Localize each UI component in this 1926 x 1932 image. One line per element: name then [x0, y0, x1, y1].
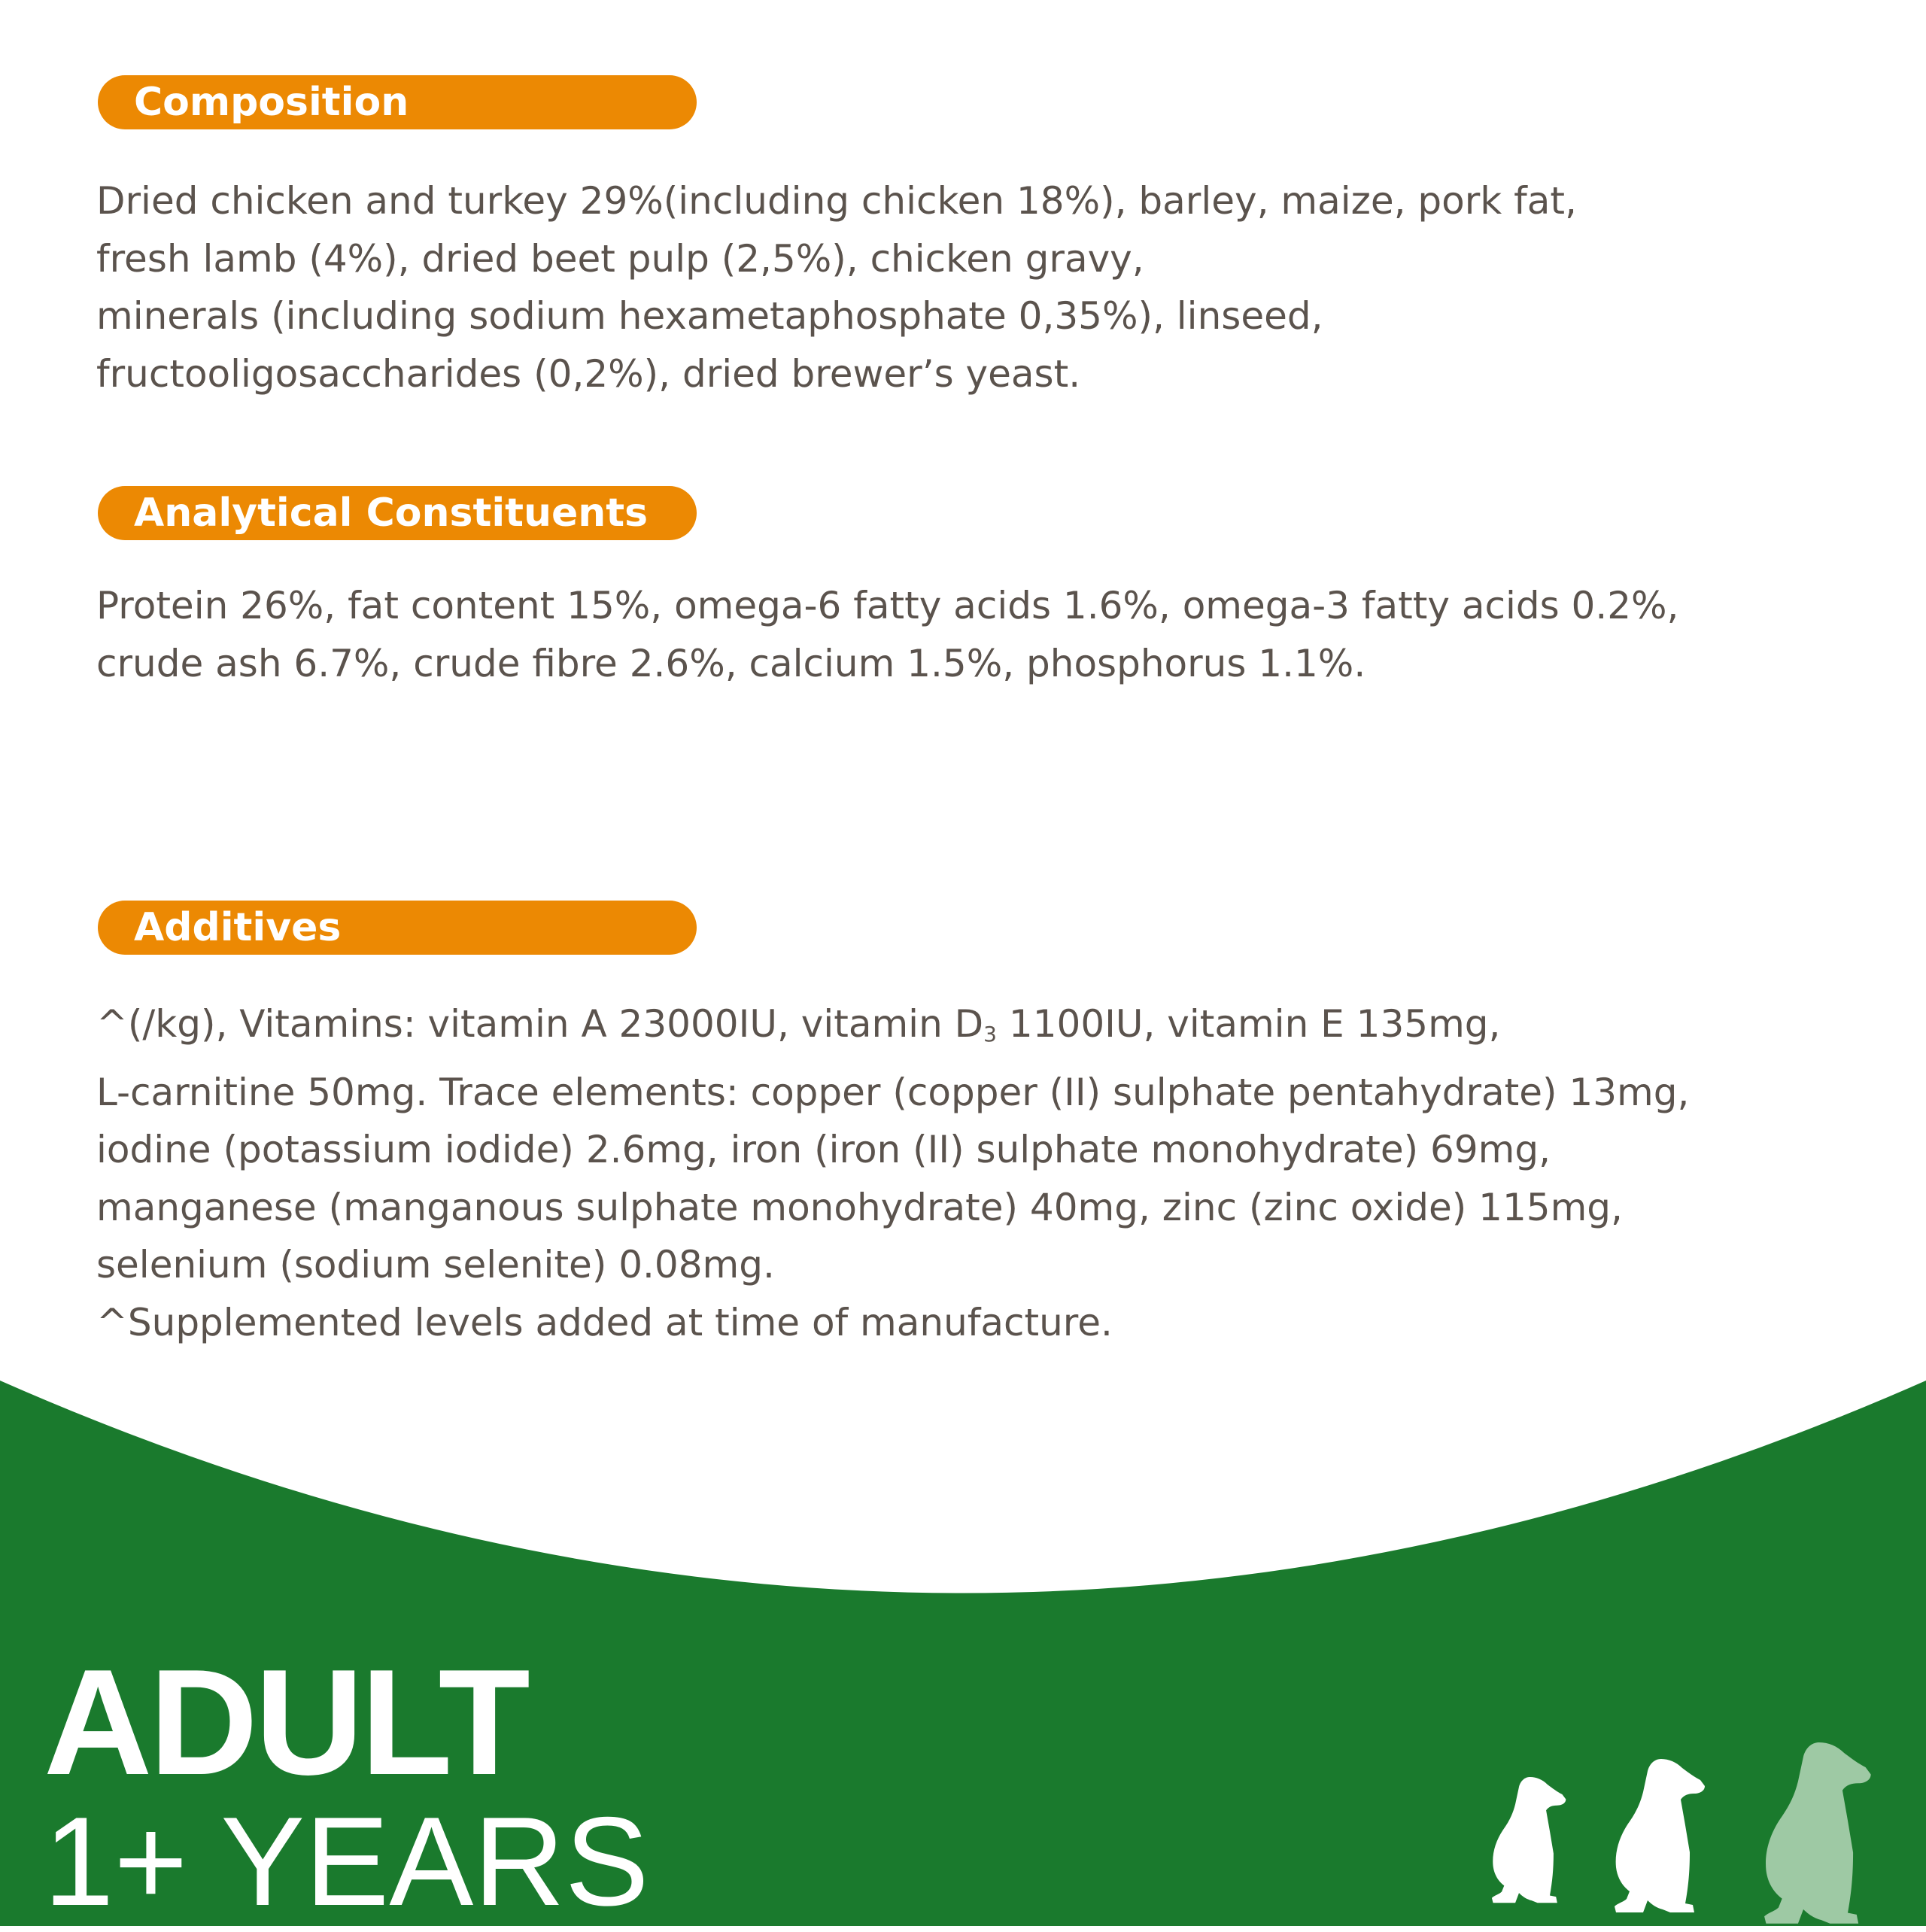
additives-line-text: ^(/kg), Vitamins: vitamin A 23000IU, vitamin D: [96, 1002, 984, 1046]
subscript: 3: [983, 1022, 997, 1046]
analytical-line: crude ash 6.7%, crude fibre 2.6%, calcium 1.5%, phosphorus 1.1%.: [96, 641, 1366, 685]
banner-title: ADULT: [44, 1639, 527, 1806]
analytical-line: Protein 26%, fat content 15%, omega-6 fatty acids 1.6%, omega-3 fatty acids 0.2%,: [96, 584, 1679, 627]
dog-sitting-icon: [1764, 1742, 1871, 1924]
additives-line: iodine (potassium iodide) 2.6mg, iron (iron (II) sulphate monohydrate) 69mg,: [96, 1128, 1551, 1171]
composition-line: fructooligosaccharides (0,2%), dried brewer’s yeast.: [96, 351, 1081, 396]
composition-line: Dried chicken and turkey 29%(including chicken 18%), barley, maize, pork fat,: [96, 179, 1577, 223]
dog-sitting-icon: [1492, 1777, 1566, 1903]
composition-line: fresh lamb (4%), dried beet pulp (2,5%), chicken gravy,: [96, 236, 1144, 281]
composition-heading: Composition: [98, 75, 697, 129]
dog-icons: [1475, 1730, 1926, 1926]
additives-line: manganese (manganous sulphate monohydrate) 40mg, zinc (zinc oxide) 115mg,: [96, 1185, 1623, 1229]
banner-subtitle: 1+ YEARS: [44, 1791, 649, 1932]
additives-line: selenium (sodium selenite) 0.08mg.: [96, 1243, 775, 1286]
additives-line-text: 1100IU, vitamin E 135mg,: [996, 1002, 1501, 1046]
additives-line: L-carnitine 50mg. Trace elements: copper (copper (II) sulphate pentahydrate) 13mg,: [96, 1070, 1690, 1114]
additives-line: ^Supplemented levels added at time of manufacture.: [96, 1300, 1113, 1344]
dog-sitting-icon: [1615, 1759, 1705, 1912]
composition-line: minerals (including sodium hexametaphosphate 0,35%), linseed,: [96, 294, 1323, 338]
analytical-heading: Analytical Constituents: [98, 486, 697, 540]
additives-heading: Additives: [98, 901, 697, 955]
